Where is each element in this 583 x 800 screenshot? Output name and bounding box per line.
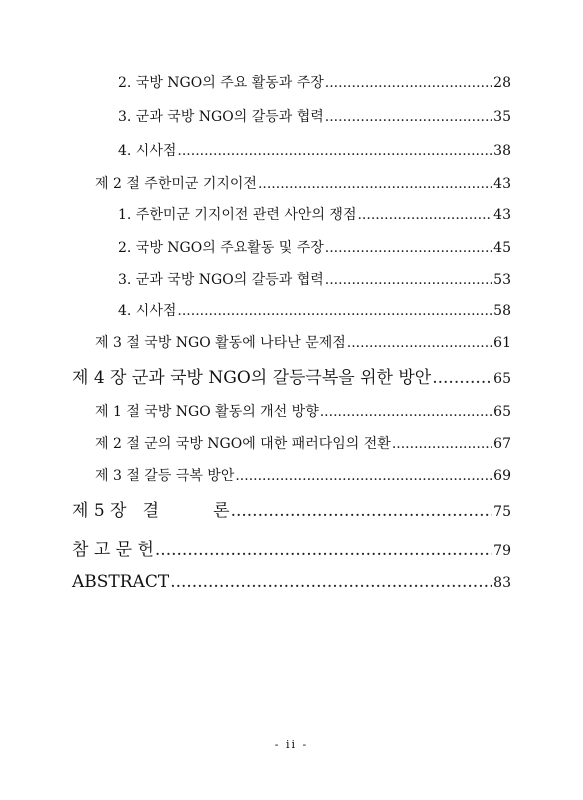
toc-entry xyxy=(118,237,511,257)
toc-entry-page: 65 xyxy=(493,404,511,420)
toc-entry xyxy=(118,269,511,289)
toc-entry-title: 2. 국방 NGO의 주요활동 및 주장 xyxy=(118,240,324,256)
toc-entry-title: ABSTRACT xyxy=(72,572,170,592)
toc-entry-page: 65 xyxy=(493,371,511,387)
toc-dot-leader xyxy=(347,335,492,351)
toc-entry-page: 67 xyxy=(493,436,511,452)
toc-entry-title: 제 3 절 국방 NGO 활동에 나타난 문제점 xyxy=(95,335,346,351)
toc-dot-leader xyxy=(357,207,492,223)
toc-entry xyxy=(118,204,511,224)
toc-entry-page: 38 xyxy=(493,143,511,159)
toc-chapter-entry xyxy=(72,535,511,560)
page-number-footer: - ii - xyxy=(274,738,309,751)
toc-dot-leader xyxy=(170,572,492,592)
toc-dot-leader xyxy=(155,540,492,560)
toc-entry xyxy=(118,300,511,320)
toc-dot-leader xyxy=(432,368,492,388)
toc-entry xyxy=(118,72,511,92)
toc-entry xyxy=(95,401,511,421)
toc-entry-title: 제 4 장 군과 국방 NGO의 갈등극복을 위한 방안 xyxy=(72,368,432,388)
toc-entry-page: 61 xyxy=(493,335,511,351)
toc-entry xyxy=(95,433,511,453)
toc-entry xyxy=(118,106,511,126)
toc-entry-title: 참 고 문 헌 xyxy=(72,540,154,560)
toc-chapter-entry xyxy=(72,572,511,592)
toc-entry-page: 43 xyxy=(493,176,511,192)
toc-entry xyxy=(95,332,511,352)
toc-dot-leader xyxy=(177,143,492,159)
toc-entry-title: 4. 시사점 xyxy=(118,143,177,159)
toc-entry-title: 3. 군과 국방 NGO의 갈등과 협력 xyxy=(118,272,324,288)
toc-chapter-entry xyxy=(72,496,511,521)
toc-entry-page: 28 xyxy=(493,75,511,91)
toc-dot-leader xyxy=(325,240,492,256)
toc-entry-page: 83 xyxy=(493,575,511,591)
toc-entry xyxy=(95,465,511,485)
toc-dot-leader xyxy=(325,272,492,288)
toc-dot-leader xyxy=(258,176,492,192)
toc-entry-page: 53 xyxy=(493,272,511,288)
toc-entry-title: 제 3 절 갈등 극복 방안 xyxy=(95,468,235,484)
toc-entry-title: 4. 시사점 xyxy=(118,303,177,319)
toc-dot-leader xyxy=(392,436,492,452)
toc-entry-title: 1. 주한미군 기지이전 관련 사안의 쟁점 xyxy=(118,207,357,223)
toc-entry-title: 3. 군과 국방 NGO의 갈등과 협력 xyxy=(118,109,324,125)
toc-entry-title: 2. 국방 NGO의 주요 활동과 주장 xyxy=(118,75,324,91)
toc-entry-page: 58 xyxy=(493,303,511,319)
toc-entry-page: 43 xyxy=(493,207,511,223)
toc-entry-page: 35 xyxy=(493,109,511,125)
toc-dot-leader xyxy=(177,303,492,319)
toc-chapter-entry xyxy=(72,363,511,388)
toc-entry xyxy=(95,173,511,193)
toc-dot-leader xyxy=(320,404,492,420)
toc-dot-leader xyxy=(325,109,492,125)
toc-entry xyxy=(118,140,511,160)
toc-entry-page: 79 xyxy=(493,543,511,559)
toc-dot-leader xyxy=(235,468,492,484)
toc-entry-title: 제 2 절 군의 국방 NGO에 대한 패러다임의 전환 xyxy=(95,436,391,452)
toc-dot-leader xyxy=(325,75,492,91)
toc-entry-page: 45 xyxy=(493,240,511,256)
toc-entry-title: 제 2 절 주한미군 기지이전 xyxy=(95,176,257,192)
toc-entry-title: 제 1 절 국방 NGO 활동의 개선 방향 xyxy=(95,404,319,420)
toc-entry-page: 69 xyxy=(493,468,511,484)
toc-entry-page: 75 xyxy=(493,504,511,520)
toc-dot-leader xyxy=(231,501,493,521)
toc-entry-title: 제 5 장 결 론 xyxy=(72,501,230,521)
